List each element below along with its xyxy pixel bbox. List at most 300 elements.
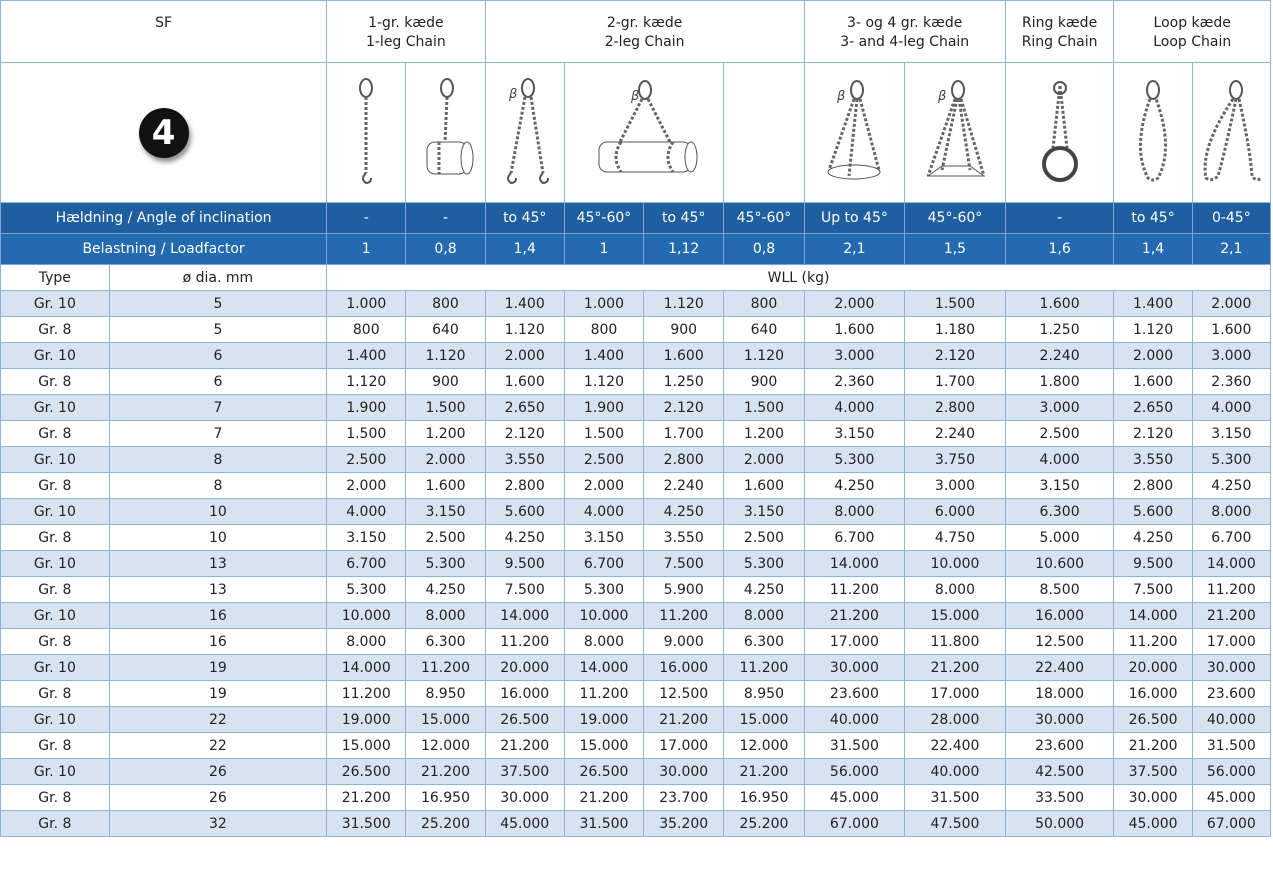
angle-value: 45°-60° [905, 203, 1006, 234]
wll-header: WLL (kg) [327, 265, 1271, 291]
wll-cell: 1.800 [1005, 369, 1114, 395]
wll-cell: 900 [406, 369, 485, 395]
wll-cell: 19.000 [564, 707, 643, 733]
dia-cell: 19 [109, 681, 326, 707]
wll-cell: 16.950 [724, 785, 804, 811]
wll-cell: 11.200 [724, 655, 804, 681]
table-row [1, 343, 1271, 369]
wll-cell: 8.000 [564, 629, 643, 655]
wll-cell: 17.000 [905, 681, 1006, 707]
group-loop-header [1114, 1, 1271, 63]
wll-cell: 10.000 [564, 603, 643, 629]
wll-cell: 2.000 [1114, 343, 1192, 369]
wll-cell: 5.300 [564, 577, 643, 603]
wll-cell: 3.150 [1005, 473, 1114, 499]
three-four-leg-chain-icon [804, 63, 905, 203]
group-1leg-line2: 1-leg Chain [365, 34, 446, 50]
group-34leg-line2: 3- and 4-leg Chain [840, 34, 970, 50]
wll-cell: 1.900 [327, 395, 406, 421]
wll-cell: 23.600 [1005, 733, 1114, 759]
wll-cell: 21.200 [804, 603, 905, 629]
wll-cell: 3.000 [1192, 343, 1270, 369]
wll-cell: 11.200 [804, 577, 905, 603]
wll-cell: 900 [644, 317, 724, 343]
wll-cell: 800 [564, 317, 643, 343]
wll-cell: 45.000 [1114, 811, 1192, 837]
wll-cell: 6.000 [905, 499, 1006, 525]
wll-cell: 11.200 [1192, 577, 1270, 603]
dia-cell: 5 [109, 291, 326, 317]
dia-cell: 22 [109, 733, 326, 759]
wll-cell: 30.000 [804, 655, 905, 681]
wll-cell: 1.400 [564, 343, 643, 369]
wll-cell: 6.700 [1192, 525, 1270, 551]
table-row [1, 785, 1271, 811]
wll-cell: 21.200 [327, 785, 406, 811]
wll-cell: 30.000 [1005, 707, 1114, 733]
wll-cell: 11.200 [1114, 629, 1192, 655]
dia-cell: 26 [109, 759, 326, 785]
type-cell: Gr. 10 [1, 551, 110, 577]
wll-cell: 1.700 [905, 369, 1006, 395]
group-ring-line1: Ring kæde [1022, 15, 1098, 31]
two-leg-basket-spacer [724, 63, 804, 203]
table-row [1, 551, 1271, 577]
wll-cell: 8.500 [1005, 577, 1114, 603]
wll-cell: 2.000 [724, 447, 804, 473]
wll-cell: 8.000 [406, 603, 485, 629]
wll-cell: 1.600 [724, 473, 804, 499]
angle-value: to 45° [644, 203, 724, 234]
wll-cell: 31.500 [564, 811, 643, 837]
wll-cell: 1.250 [1005, 317, 1114, 343]
angle-label: Hældning / Angle of inclination [1, 203, 327, 234]
wll-cell: 11.200 [327, 681, 406, 707]
wll-cell: 2.120 [905, 343, 1006, 369]
wll-cell: 3.150 [327, 525, 406, 551]
wll-cell: 3.150 [406, 499, 485, 525]
group-loop-line2: Loop Chain [1153, 34, 1232, 50]
table-row [1, 811, 1271, 837]
wll-cell: 50.000 [1005, 811, 1114, 837]
dia-cell: 32 [109, 811, 326, 837]
wll-cell: 1.120 [644, 291, 724, 317]
wll-cell: 2.240 [1005, 343, 1114, 369]
angle-value: - [406, 203, 485, 234]
wll-cell: 1.500 [564, 421, 643, 447]
wll-cell: 21.200 [485, 733, 564, 759]
wll-cell: 4.000 [1005, 447, 1114, 473]
wll-cell: 1.120 [1114, 317, 1192, 343]
group-ring-header [1005, 1, 1114, 63]
wll-cell: 14.000 [485, 603, 564, 629]
table-row [1, 759, 1271, 785]
wll-cell: 3.550 [485, 447, 564, 473]
wll-cell: 18.000 [1005, 681, 1114, 707]
type-header: Type [1, 265, 110, 291]
loadfactor-value: 2,1 [804, 234, 905, 265]
table-row [1, 733, 1271, 759]
wll-cell: 20.000 [485, 655, 564, 681]
wll-cell: 11.200 [564, 681, 643, 707]
wll-cell: 31.500 [804, 733, 905, 759]
wll-cell: 3.550 [644, 525, 724, 551]
wll-cell: 21.200 [724, 759, 804, 785]
wll-cell: 2.000 [804, 291, 905, 317]
loadfactor-value: 2,1 [1192, 234, 1270, 265]
type-cell: Gr. 10 [1, 707, 110, 733]
type-cell: Gr. 8 [1, 629, 110, 655]
wll-cell: 2.500 [564, 447, 643, 473]
wll-cell: 45.000 [804, 785, 905, 811]
wll-cell: 21.200 [644, 707, 724, 733]
wll-cell: 1.600 [485, 369, 564, 395]
wll-cell: 26.500 [327, 759, 406, 785]
wll-cell: 2.800 [644, 447, 724, 473]
safety-factor-badge-cell [1, 63, 327, 203]
wll-cell: 8.000 [804, 499, 905, 525]
wll-cell: 3.000 [1005, 395, 1114, 421]
type-cell: Gr. 8 [1, 369, 110, 395]
wll-cell: 1.500 [406, 395, 485, 421]
wll-cell: 35.200 [644, 811, 724, 837]
angle-value: 45°-60° [724, 203, 804, 234]
wll-cell: 15.000 [905, 603, 1006, 629]
wll-cell: 1.400 [1114, 291, 1192, 317]
table-row [1, 525, 1271, 551]
wll-cell: 5.300 [327, 577, 406, 603]
dia-cell: 6 [109, 343, 326, 369]
wll-cell: 8.000 [724, 603, 804, 629]
type-cell: Gr. 8 [1, 421, 110, 447]
wll-cell: 11.200 [644, 603, 724, 629]
group-loop-line1: Loop kæde [1153, 15, 1231, 31]
wll-cell: 21.200 [406, 759, 485, 785]
wll-cell: 1.000 [327, 291, 406, 317]
type-cell: Gr. 10 [1, 291, 110, 317]
dia-cell: 22 [109, 707, 326, 733]
two-leg-chain-icon [485, 63, 564, 203]
loadfactor-value: 0,8 [406, 234, 485, 265]
wll-cell: 6.300 [724, 629, 804, 655]
type-cell: Gr. 10 [1, 655, 110, 681]
wll-cell: 8.000 [1192, 499, 1270, 525]
wll-cell: 2.000 [1192, 291, 1270, 317]
wll-cell: 1.600 [804, 317, 905, 343]
type-cell: Gr. 10 [1, 759, 110, 785]
loadfactor-row [1, 234, 1271, 265]
wll-cell: 4.750 [905, 525, 1006, 551]
group-2leg-line2: 2-leg Chain [604, 34, 685, 50]
wll-cell: 8.950 [724, 681, 804, 707]
table-row [1, 499, 1271, 525]
wll-cell: 2.500 [724, 525, 804, 551]
type-cell: Gr. 10 [1, 603, 110, 629]
wll-cell: 3.150 [804, 421, 905, 447]
wll-cell: 37.500 [1114, 759, 1192, 785]
wll-cell: 33.500 [1005, 785, 1114, 811]
group-1leg-line1: 1-gr. kæde [368, 15, 444, 31]
wll-cell: 1.600 [644, 343, 724, 369]
wll-cell: 3.550 [1114, 447, 1192, 473]
wll-cell: 31.500 [905, 785, 1006, 811]
wll-cell: 1.120 [485, 317, 564, 343]
wll-cell: 800 [406, 291, 485, 317]
wll-cell: 10.600 [1005, 551, 1114, 577]
wll-cell: 26.500 [1114, 707, 1192, 733]
wll-cell: 2.000 [564, 473, 643, 499]
wll-cell: 900 [724, 369, 804, 395]
wll-cell: 800 [327, 317, 406, 343]
table-row [1, 317, 1271, 343]
group-2leg-line1: 2-gr. kæde [606, 15, 683, 31]
table-row [1, 603, 1271, 629]
wll-cell: 1.600 [406, 473, 485, 499]
type-cell: Gr. 8 [1, 681, 110, 707]
loadfactor-value: 1 [564, 234, 643, 265]
wll-cell: 1.500 [905, 291, 1006, 317]
table-row [1, 577, 1271, 603]
loadfactor-value: 0,8 [724, 234, 804, 265]
wll-cell: 16.000 [1005, 603, 1114, 629]
wll-cell: 1.200 [724, 421, 804, 447]
wll-cell: 56.000 [804, 759, 905, 785]
wll-cell: 2.650 [485, 395, 564, 421]
wll-cell: 2.360 [804, 369, 905, 395]
wll-cell: 12.000 [724, 733, 804, 759]
table-row [1, 629, 1271, 655]
group-34leg-line1: 3- og 4 gr. kæde [847, 15, 963, 31]
wll-cell: 2.120 [644, 395, 724, 421]
wll-cell: 2.500 [327, 447, 406, 473]
loadfactor-value: 1,4 [485, 234, 564, 265]
wll-cell: 2.000 [406, 447, 485, 473]
angle-value: 45°-60° [564, 203, 643, 234]
dia-cell: 5 [109, 317, 326, 343]
wll-cell: 26.500 [485, 707, 564, 733]
wll-cell: 16.950 [406, 785, 485, 811]
table-row [1, 447, 1271, 473]
dia-cell: 8 [109, 447, 326, 473]
wll-cell: 3.000 [905, 473, 1006, 499]
wll-cell: 30.000 [1114, 785, 1192, 811]
wll-cell: 6.300 [1005, 499, 1114, 525]
wll-cell: 23.600 [1192, 681, 1270, 707]
wll-cell: 56.000 [1192, 759, 1270, 785]
group-header-row [1, 1, 1271, 63]
type-cell: Gr. 8 [1, 785, 110, 811]
wll-cell: 8.000 [327, 629, 406, 655]
table-row [1, 707, 1271, 733]
table-row [1, 395, 1271, 421]
wll-cell: 2.120 [1114, 421, 1192, 447]
type-cell: Gr. 10 [1, 499, 110, 525]
wll-cell: 30.000 [485, 785, 564, 811]
wll-cell: 5.300 [1192, 447, 1270, 473]
wll-cell: 16.000 [485, 681, 564, 707]
beta-label-3: β [837, 88, 846, 104]
wll-cell: 1.700 [644, 421, 724, 447]
table-row [1, 681, 1271, 707]
wll-cell: 42.500 [1005, 759, 1114, 785]
dia-cell: 16 [109, 603, 326, 629]
wll-cell: 640 [406, 317, 485, 343]
wll-cell: 16.000 [644, 655, 724, 681]
wll-cell: 6.700 [564, 551, 643, 577]
table-row [1, 369, 1271, 395]
wll-cell: 15.000 [406, 707, 485, 733]
wll-cell: 2.120 [485, 421, 564, 447]
beta-label-2: β [631, 88, 640, 104]
wll-cell: 21.200 [1114, 733, 1192, 759]
wll-cell: 10.000 [327, 603, 406, 629]
wll-cell: 11.200 [485, 629, 564, 655]
wll-cell: 5.000 [1005, 525, 1114, 551]
type-cell: Gr. 8 [1, 733, 110, 759]
wll-cell: 1.120 [724, 343, 804, 369]
four-leg-chain-basket-icon [905, 63, 1006, 203]
wll-cell: 1.200 [406, 421, 485, 447]
wll-cell: 6.300 [406, 629, 485, 655]
wll-cell: 2.500 [406, 525, 485, 551]
wll-cell: 31.500 [1192, 733, 1270, 759]
wll-cell: 22.400 [1005, 655, 1114, 681]
wll-cell: 14.000 [804, 551, 905, 577]
dia-cell: 19 [109, 655, 326, 681]
wll-cell: 22.400 [905, 733, 1006, 759]
wll-cell: 4.250 [804, 473, 905, 499]
beta-label: β [508, 86, 518, 102]
wll-cell: 25.200 [406, 811, 485, 837]
wll-cell: 30.000 [1192, 655, 1270, 681]
wll-cell: 40.000 [1192, 707, 1270, 733]
dia-cell: 13 [109, 577, 326, 603]
wll-cell: 7.500 [485, 577, 564, 603]
loadfactor-value: 1,5 [905, 234, 1006, 265]
wll-cell: 9.000 [644, 629, 724, 655]
angle-value: 0-45° [1192, 203, 1270, 234]
wll-cell: 1.500 [724, 395, 804, 421]
wll-cell: 45.000 [485, 811, 564, 837]
loop-chain-icon [1114, 63, 1192, 203]
sf-header: SF [1, 1, 327, 63]
type-cell: Gr. 10 [1, 343, 110, 369]
number-four-badge: 4 [139, 108, 189, 158]
wll-cell: 9.500 [1114, 551, 1192, 577]
single-leg-chain-icon [327, 63, 406, 203]
two-leg-chain-basket-icon [564, 63, 723, 203]
wll-cell: 16.000 [1114, 681, 1192, 707]
wll-cell: 19.000 [327, 707, 406, 733]
table-row [1, 655, 1271, 681]
wll-cell: 11.200 [406, 655, 485, 681]
wll-cell: 5.600 [485, 499, 564, 525]
type-cell: Gr. 10 [1, 395, 110, 421]
wll-cell: 28.000 [905, 707, 1006, 733]
icon-row [1, 63, 1271, 203]
dia-cell: 8 [109, 473, 326, 499]
wll-cell: 8.950 [406, 681, 485, 707]
wll-cell: 2.000 [485, 343, 564, 369]
wll-cell: 6.700 [804, 525, 905, 551]
wll-cell: 14.000 [1114, 603, 1192, 629]
wll-cell: 4.250 [1192, 473, 1270, 499]
wll-cell: 11.800 [905, 629, 1006, 655]
dia-cell: 6 [109, 369, 326, 395]
wll-cell: 31.500 [327, 811, 406, 837]
wll-cell: 4.250 [406, 577, 485, 603]
table-row [1, 291, 1271, 317]
wll-cell: 17.000 [804, 629, 905, 655]
table-row [1, 421, 1271, 447]
wll-cell: 640 [724, 317, 804, 343]
wll-cell: 7.500 [1114, 577, 1192, 603]
wll-cell: 1.600 [1192, 317, 1270, 343]
wll-cell: 3.750 [905, 447, 1006, 473]
wll-cell: 12.500 [1005, 629, 1114, 655]
wll-cell: 3.150 [564, 525, 643, 551]
wll-cell: 1.900 [564, 395, 643, 421]
wll-cell: 21.200 [905, 655, 1006, 681]
wll-cell: 21.200 [564, 785, 643, 811]
wll-cell: 2.800 [905, 395, 1006, 421]
wll-cell: 1.120 [327, 369, 406, 395]
wll-cell: 14.000 [327, 655, 406, 681]
angle-value: - [1005, 203, 1114, 234]
wll-cell: 47.500 [905, 811, 1006, 837]
group-1leg-header [327, 1, 485, 63]
wll-cell: 67.000 [804, 811, 905, 837]
dia-cell: 16 [109, 629, 326, 655]
wll-cell: 8.000 [905, 577, 1006, 603]
type-cell: Gr. 8 [1, 577, 110, 603]
wll-cell: 2.240 [644, 473, 724, 499]
type-cell: Gr. 8 [1, 317, 110, 343]
wll-cell: 37.500 [485, 759, 564, 785]
beta-label-4: β [937, 88, 947, 104]
wll-cell: 26.500 [564, 759, 643, 785]
wll-cell: 1.250 [644, 369, 724, 395]
loadfactor-value: 1,6 [1005, 234, 1114, 265]
wll-cell: 800 [724, 291, 804, 317]
wll-cell: 4.250 [644, 499, 724, 525]
wll-cell: 40.000 [804, 707, 905, 733]
loadfactor-value: 1,4 [1114, 234, 1192, 265]
loadfactor-value: 1 [327, 234, 406, 265]
double-loop-chain-icon [1192, 63, 1270, 203]
angle-value: - [327, 203, 406, 234]
loadfactor-value: 1,12 [644, 234, 724, 265]
wll-cell: 5.900 [644, 577, 724, 603]
dia-cell: 13 [109, 551, 326, 577]
wll-cell: 3.150 [724, 499, 804, 525]
single-leg-chain-basket-icon [406, 63, 485, 203]
angle-row [1, 203, 1271, 234]
dia-cell: 7 [109, 395, 326, 421]
wll-cell: 2.240 [905, 421, 1006, 447]
wll-cell: 1.600 [1005, 291, 1114, 317]
angle-value: to 45° [485, 203, 564, 234]
group-34leg-header [804, 1, 1005, 63]
wll-cell: 30.000 [644, 759, 724, 785]
table-row [1, 473, 1271, 499]
group-ring-line2: Ring Chain [1021, 34, 1098, 50]
wll-cell: 4.000 [804, 395, 905, 421]
wll-cell: 4.000 [327, 499, 406, 525]
wll-cell: 12.500 [644, 681, 724, 707]
wll-cell: 5.300 [724, 551, 804, 577]
angle-value: Up to 45° [804, 203, 905, 234]
